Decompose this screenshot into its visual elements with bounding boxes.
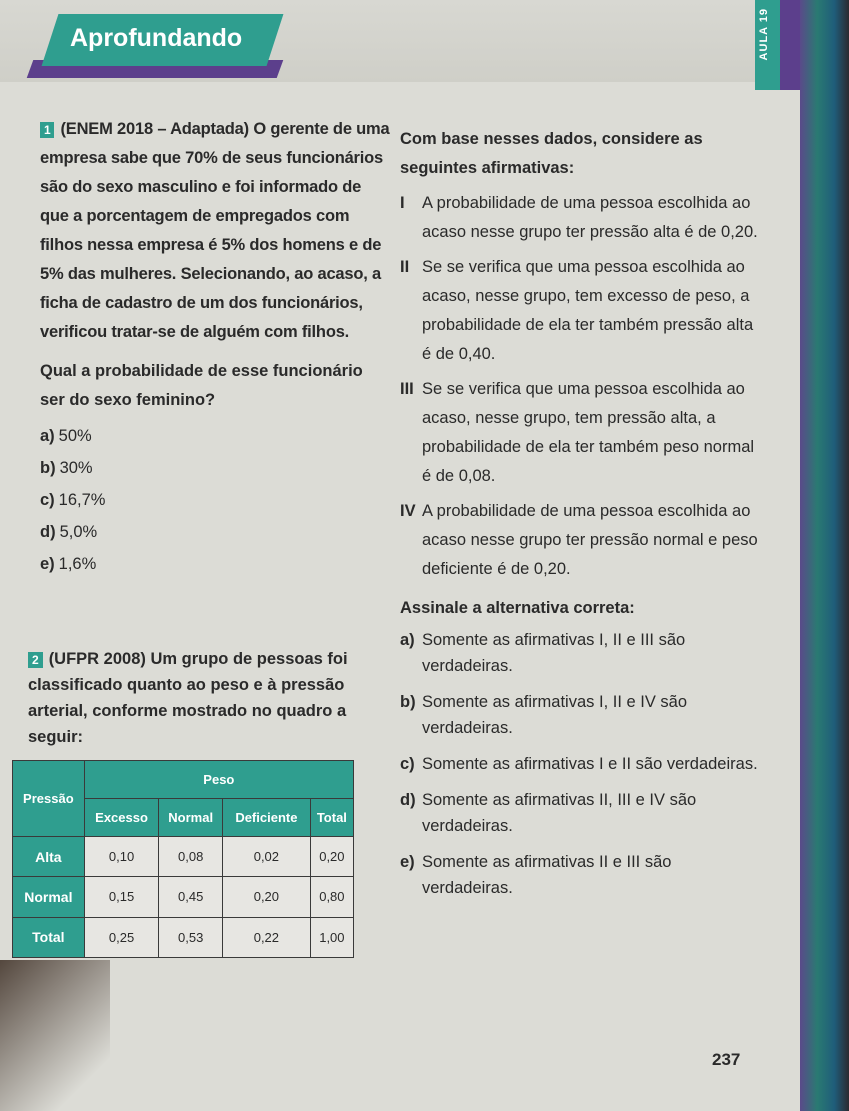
question-2	[28, 646, 388, 750]
row-header: Alta	[13, 836, 85, 876]
column-header: Excesso	[84, 798, 159, 836]
page-number: 237	[712, 1050, 741, 1069]
column-header: Total	[310, 798, 353, 836]
option-item: b) 30%	[40, 459, 93, 477]
aula-accent	[780, 0, 800, 90]
table-cell: 0,80	[310, 877, 353, 917]
question-2-continuation	[400, 125, 760, 911]
affirmative-item: II Se se verifica que uma pessoa escolhida ao acaso, nesse grupo, tem excesso de peso, a probabilidade de ela ter também pressão alta é de 0,40.	[400, 258, 754, 363]
table-cell: 0,20	[310, 836, 353, 876]
table-cell: 0,08	[159, 836, 223, 876]
affirmatives-intro: Com base nesses dados, considere as seguintes afirmativas:	[400, 130, 703, 177]
affirmative-item: IV A probabilidade de uma pessoa escolhida ao acaso nesse grupo ter pressão normal e peso deficiente é de 0,20.	[400, 502, 758, 578]
section-title: Aprofundando	[70, 24, 243, 52]
table-cell: 0,20	[223, 877, 311, 917]
table-corner: Pressão	[13, 761, 85, 837]
alternative-item: b) Somente as afirmativas I, II e IV são verdadeiras.	[400, 693, 688, 737]
table-group-header: Peso	[84, 761, 353, 799]
table-cell: 0,22	[223, 917, 311, 957]
table-cell: 0,02	[223, 836, 311, 876]
affirmative-item: III Se se verifica que uma pessoa escolhida ao acaso, nesse grupo, tem pressão alta, a probabilidade de ela ter também peso normal é de 0,08.	[400, 380, 755, 485]
table-row	[13, 917, 354, 957]
question-2-number: 2	[28, 652, 43, 668]
question-2-alternatives	[400, 627, 760, 901]
option-item: d) 5,0%	[40, 523, 98, 541]
affirmative-item: I A probabilidade de uma pessoa escolhida ao acaso nesse grupo ter pressão alta é de 0,20.	[400, 194, 758, 241]
question-1-number: 1	[40, 122, 54, 138]
question-1-statement: 1 (ENEM 2018 – Adaptada) O gerente de uma empresa sabe que 70% de seus funcionários são do sexo masculino e foi informado de que a porcentagem de empregados com filhos nessa empresa é 5% dos homens e de 5% das mulheres. Selecionando, ao acaso, a ficha de cadastro de um dos funcionários, verificou tratar-se de alguém com filhos.	[40, 120, 390, 341]
column-header: Normal	[159, 798, 223, 836]
table-cell: 1,00	[310, 917, 353, 957]
table-cell: 0,15	[84, 877, 159, 917]
table-cell: 0,53	[159, 917, 223, 957]
option-item: e) 1,6%	[40, 555, 97, 573]
answer-prompt: Assinale a alternativa correta:	[400, 599, 635, 617]
aula-label: AULA 19	[758, 8, 770, 61]
table-row	[13, 836, 354, 876]
book-edge	[800, 0, 849, 1111]
alternative-item: e) Somente as afirmativas II e III são verdadeiras.	[400, 853, 672, 897]
table-cell: 0,25	[84, 917, 159, 957]
thumb-shadow	[0, 960, 110, 1111]
row-header: Total	[13, 917, 85, 957]
question-1-options	[40, 423, 390, 578]
table-cell: 0,10	[84, 836, 159, 876]
alternative-item: a) Somente as afirmativas I, II e III são verdadeiras.	[400, 631, 686, 675]
option-item: c) 16,7%	[40, 491, 106, 509]
option-item: a) 50%	[40, 427, 92, 445]
row-header: Normal	[13, 877, 85, 917]
alternative-item: c) Somente as afirmativas I e II são verdadeiras.	[400, 755, 758, 773]
question-2-statement: 2 (UFPR 2008) Um grupo de pessoas foi classificado quanto ao peso e à pressão arterial, conforme mostrado no quadro a seguir:	[28, 650, 348, 746]
alternative-item: d) Somente as afirmativas II, III e IV são verdadeiras.	[400, 791, 697, 835]
column-header: Deficiente	[223, 798, 311, 836]
weight-pressure-table	[12, 760, 354, 958]
table-row	[13, 877, 354, 917]
question-1	[40, 115, 390, 583]
table-cell: 0,45	[159, 877, 223, 917]
question-1-prompt: Qual a probabilidade de esse funcionário ser do sexo feminino?	[40, 362, 363, 409]
